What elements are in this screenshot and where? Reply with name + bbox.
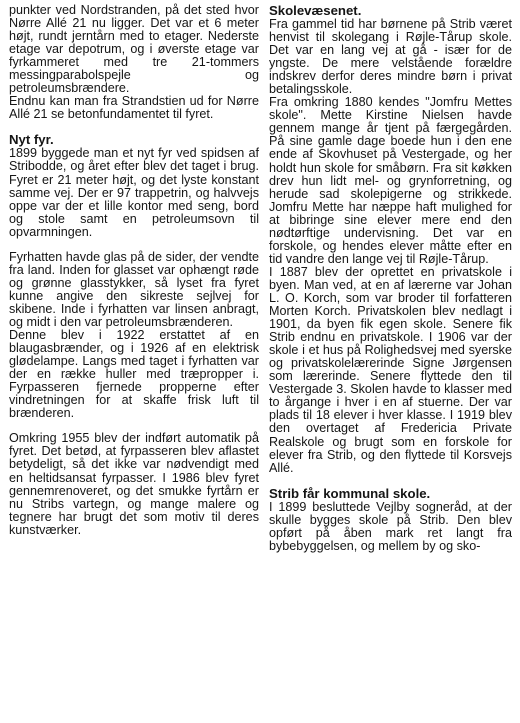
heading-school-system: Skolevæsenet. xyxy=(269,3,362,18)
paragraph-lantern: Fyrhatten havde glas på de sider, der vendte fra land. Inden for glasset var ophængt røde og grønne glasstykker, så lyset fra fyret kunne angive den sikreste sejlvej for skibene. Inde i fyrhatten var linsen anbragt, og midt i den var petroleumsbrænderen. xyxy=(9,249,259,329)
paragraph-new-lighthouse: 1899 byggede man et nyt fyr ved spidsen af Stribodde, og året efter blev det taget i brug. Fyret er 21 meter højt, og det lyste konstant samme vej. Der er 97 trappetrin, og halvvejs oppe var der et lille kontor med seng, bord og stole samt en petroleumsovn til opvarmningen. xyxy=(9,146,259,239)
left-column xyxy=(9,4,259,723)
paragraph-old-schooling: Fra gammel tid har børnene på Strib været henvist til skolegang i Røjle-Tårup skole. Det var en lang vej at gå - især for de yngste. De mere velstående forældre indskrev derfor deres mindre børn i privat betalingsskole. xyxy=(269,17,512,97)
paragraph-lighthouse-old: punkter ved Nordstranden, på det sted hvor Nørre Allé 21 nu ligger. Det var et 6 meter højt, rundt jerntårn med to etager. Nederste etage var depotrum, og i øverste etage var fyrkammeret med tre 21-tommers messingparabolspejle og petroleumsbrændere. xyxy=(9,3,259,96)
paragraph-foundation: Endnu kan man fra Strandstien ud for Nørre Allé 21 se betonfundamentet til fyret. xyxy=(9,94,259,122)
paragraph-municipal-school: I 1899 besluttede Vejlby sogneråd, at der skulle bygges skole på Strib. Den blev opført på åben mark ret langt fra bybebyggelsen, og mellem by og sko- xyxy=(269,499,512,553)
paragraph-automation: Omkring 1955 blev der indført automatik på fyret. Det betød, at fyrpasseren blev aflastet betydeligt, så det ikke var nødvendigt med en heltidsansat fyrpasser. I 1986 blev fyret gennemrenoveret, og det smukke fyrtårn er nu Stribs vartegn, og mange malere og tegnere har brugt det som motiv til deres kunstværker. xyxy=(9,431,259,537)
paragraph-burner: Denne blev i 1922 erstattet af en blaugasbrænder, og i 1926 af en elektrisk glødelampe. Langs med taget i fyrhatten var der en række huller med træpropper i. Fyrpasseren fjernede propperne efter vindretningen for at skaffe frisk luft til brænderen. xyxy=(9,328,259,421)
paragraph-jomfru-mette: Fra omkring 1880 kendes "Jomfru Mettes skole". Mette Kirstine Nielsen havde gennem mange år tjent på færgegården. På sine gamle dage boede hun i den ene ende af Skovhuset på Vestergade, og her holdt hun skole for småbørn. Fra sit køkken drev hun lidt mel- og grynforretning, og herude sad skolepigerne og strikkede. Jomfru Mette har næppe haft mulighed for at bibringe sine elever mere end den nødtørftige undervisning. Det var en forskole, og hendes elever måtte efter en tid vandre den lange vej til Røjle-Tårup. xyxy=(269,95,512,266)
right-column xyxy=(269,4,512,723)
paragraph-private-school: I 1887 blev der oprettet en privatskole i byen. Man ved, at en af lærerne var Johan L. O. Korch, som var broder til forfatteren Morten Korch. Privatskolen blev nedlagt i 1901, da byen fik egen skole. Senere fik Strib endnu en privatskole. I 1906 var der skole i et hus på Rolighedsvej med syerske og privatskolelærerinde Signe Jørgensen som lærerinde. Senere flyttede den til Vestergade 3. Skolen havde to klasser med to årgange i hver i en af stuerne. Der var plads til 18 elever i hver klasse. I 1919 blev den overtaget af Fredericia Private Realskole og brugt som en forskole for elever fra Strib, og den flyttede til Korsvejs Allé. xyxy=(269,264,512,475)
heading-municipal-school: Strib får kommunal skole. xyxy=(269,485,431,501)
heading-new-lighthouse: Nyt fyr. xyxy=(9,132,54,148)
